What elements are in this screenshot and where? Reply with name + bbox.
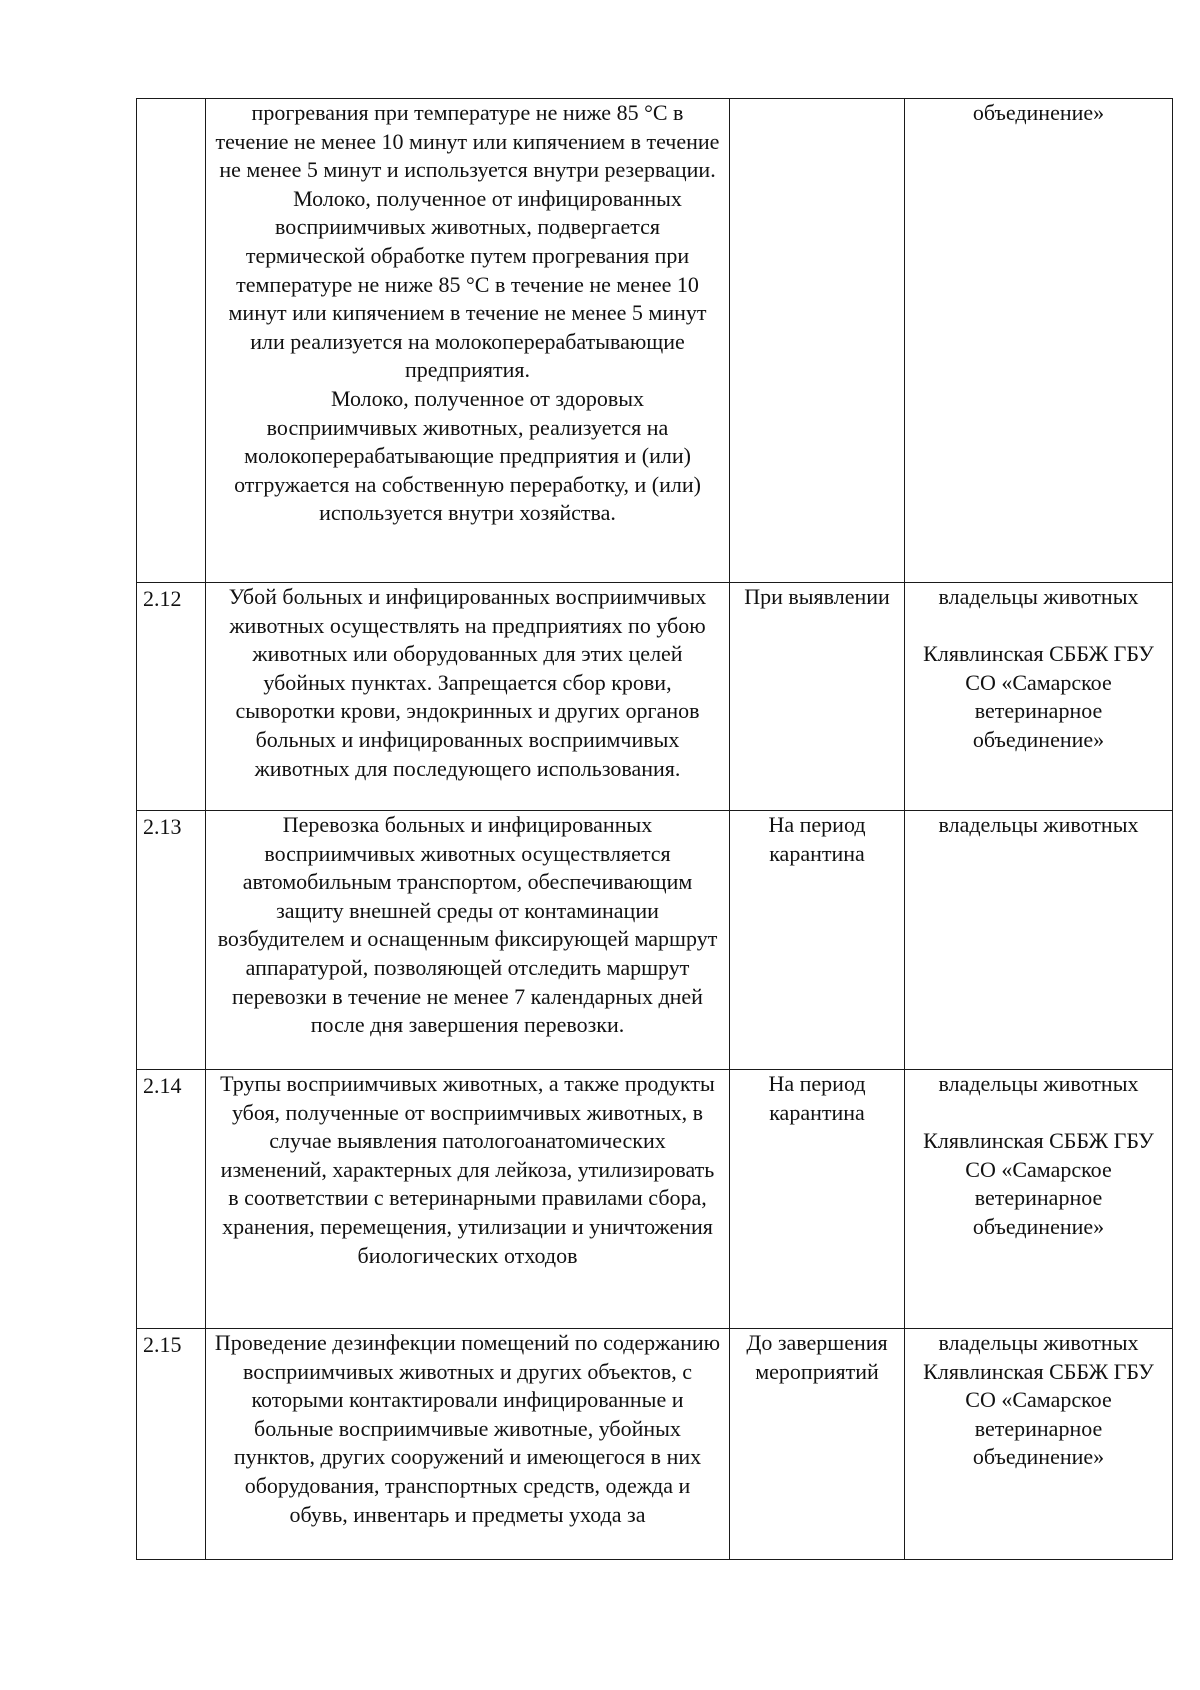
responsible-cell bbox=[905, 1329, 1173, 1560]
row-number: 2.14 bbox=[137, 1070, 206, 1329]
responsible-cell bbox=[905, 811, 1173, 1070]
term-cell: До завершения мероприятий bbox=[730, 1329, 905, 1560]
action-paragraph: Перевозка больных и инфицированных восприимчивых животных осуществляется автомобильным транспортом, обеспечивающим защиту внешней среды от контаминации возбудителем и оснащенным фиксирующей маршрут аппаратурой, позволяющей отследить маршрут перевозки в течение не менее 7 календарных дней после дня завершения перевозки. bbox=[217, 812, 718, 1038]
table-row bbox=[137, 99, 1173, 583]
table-row bbox=[137, 583, 1173, 811]
row-number bbox=[137, 99, 206, 583]
responsible-cell bbox=[905, 1070, 1173, 1329]
term-cell: На период карантина bbox=[730, 1070, 905, 1329]
responsible-text: Клявлинская СББЖ ГБУ СО «Самарское ветеринарное объединение» bbox=[923, 1358, 1154, 1470]
term-cell bbox=[730, 99, 905, 583]
row-number: 2.13 bbox=[137, 811, 206, 1070]
action-cell bbox=[206, 1329, 730, 1560]
row-number: 2.12 bbox=[137, 583, 206, 811]
responsible-text: Клявлинская СББЖ ГБУ СО «Самарское ветеринарное объединение» bbox=[923, 641, 1154, 752]
action-cell bbox=[206, 99, 730, 583]
responsible-cell bbox=[905, 99, 1173, 583]
responsible-text: Клявлинская СББЖ ГБУ СО «Самарское ветеринарное объединение» bbox=[923, 1128, 1154, 1239]
action-paragraph: прогревания при температуре не ниже 85 °С в течение не менее 10 минут или кипячением в течение не менее 5 минут и используется внутри резервации. bbox=[215, 100, 720, 183]
table-row bbox=[137, 1070, 1173, 1329]
responsible-text: владельцы животных bbox=[938, 584, 1139, 609]
responsible-text: владельцы животных bbox=[938, 1071, 1139, 1096]
row-number: 2.15 bbox=[137, 1329, 206, 1560]
action-paragraph: Молоко, полученное от здоровых восприимчивых животных, реализуется на молокоперерабатывающие предприятия и (или) отгружается на собственную переработку, и (или) используется внутри хозяйства. bbox=[234, 385, 701, 526]
action-paragraph: Трупы восприимчивых животных, а также продукты убоя, полученные от восприимчивых животных, в случае выявления патологоанатомических изменений, характерных для лейкоза, утилизировать в соответствии с ветеринарными правилами сбора, хранения, перемещения, утилизации и уничтожения биологических отходов bbox=[220, 1071, 715, 1268]
table-row bbox=[137, 811, 1173, 1070]
action-paragraph: Убой больных и инфицированных восприимчивых животных осуществлять на предприятиях по убою животных или оборудованных для этих целей убойных пунктах. Запрещается сбор крови, сыворотки крови, эндокринных и других органов больных и инфицированных восприимчивых животных для последующего использования. bbox=[228, 584, 707, 781]
action-cell bbox=[206, 583, 730, 811]
responsible-text: владельцы животных bbox=[938, 812, 1139, 837]
responsible-cell bbox=[905, 583, 1173, 811]
action-paragraph: Молоко, полученное от инфицированных восприимчивых животных, подвергается термической обработке путем прогревания при температуре не ниже 85 °С в течение не менее 10 минут или кипячением в течение не менее 5 минут или реализуется на молокоперерабатывающие предприятия. bbox=[228, 185, 707, 383]
responsible-text: владельцы животных bbox=[938, 1330, 1139, 1355]
term-cell: На период карантина bbox=[730, 811, 905, 1070]
action-cell bbox=[206, 811, 730, 1070]
table-row bbox=[137, 1329, 1173, 1560]
action-cell bbox=[206, 1070, 730, 1329]
responsible-text: объединение» bbox=[972, 100, 1105, 125]
action-paragraph: Проведение дезинфекции помещений по содержанию восприимчивых животных и других объектов, с которыми контактировали инфицированные и больные восприимчивые животные, убойных пунктов, других сооружений и имеющегося в них оборудования, транспортных средств, одежда и обувь, инвентарь и предметы ухода за bbox=[214, 1330, 721, 1527]
measures-table bbox=[136, 98, 1173, 1560]
term-cell: При выявлении bbox=[730, 583, 905, 811]
